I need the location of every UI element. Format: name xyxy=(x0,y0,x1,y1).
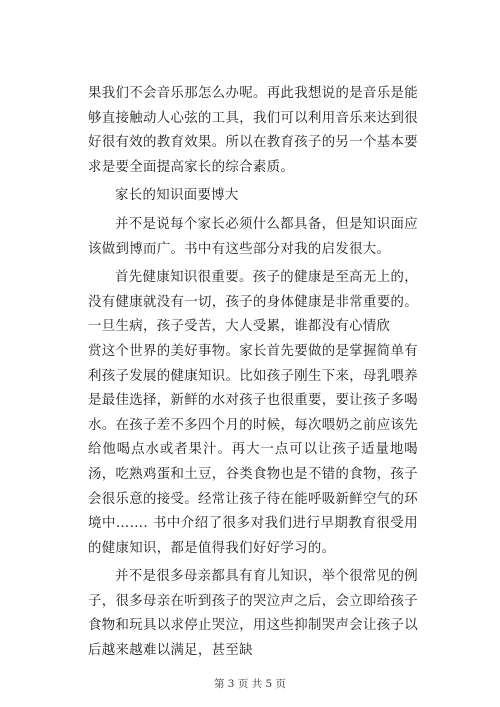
paragraph-health-knowledge: 首先健康知识很重要。孩子的健康是至高无上的，没有健康就没有一切，孩子的身体健康是非常重要的。一旦生病，孩子受苦，大人受累，谁都没有心情欣 xyxy=(88,270,418,335)
paragraph-continued: 果我们不会音乐那怎么办呢。再此我想说的是音乐是能够直接触动人心弦的工具，我们可以利用音乐来达到很好很有效的教育效果。所以在教育孩子的另一个基本要求是要全面提高家长的综合素质。 xyxy=(88,86,418,175)
paragraph-knowledge-breadth: 并不是说每个家长必须什么都具备，但是知识面应该做到博而广。书中有这些部分对我的启发很大。 xyxy=(88,216,418,257)
body-text xyxy=(88,82,418,664)
paragraph-parenting-knowledge: 并不是很多母亲都具有育儿知识，举个很常见的例子，很多母亲在听到孩子的哭泣声之后，会立即给孩子食物和玩具以求停止哭泣，用这些抑制哭声会让孩子以后越来越难以满足，甚至缺 xyxy=(88,569,418,659)
page-footer: 第 3 页 共 5 页 xyxy=(213,678,287,690)
paragraph-health-details: 赏这个世界的美好事物。家长首先要做的是掌握简单有利孩子发展的健康知识。比如孩子刚生下来，母乳喂养是最佳选择，新鲜的水对孩子也很重要，要让孩子多喝水。在孩子差不多四个月的时候，每次喂奶之前应该先给他喝点水或者果汁。再大一点可以让孩子适量地喝汤，吃熟鸡蛋和土豆，谷类食物也是不错的食物，孩子会很乐意的接受。经常让孩子待在能呼吸新鲜空气的环境中……. 书中介绍了很多对我们进行早期教育很受用的健康知识，都是值得我们好好学习的。 xyxy=(88,343,418,556)
section-heading: 家长的知识面要博大 xyxy=(115,188,239,204)
